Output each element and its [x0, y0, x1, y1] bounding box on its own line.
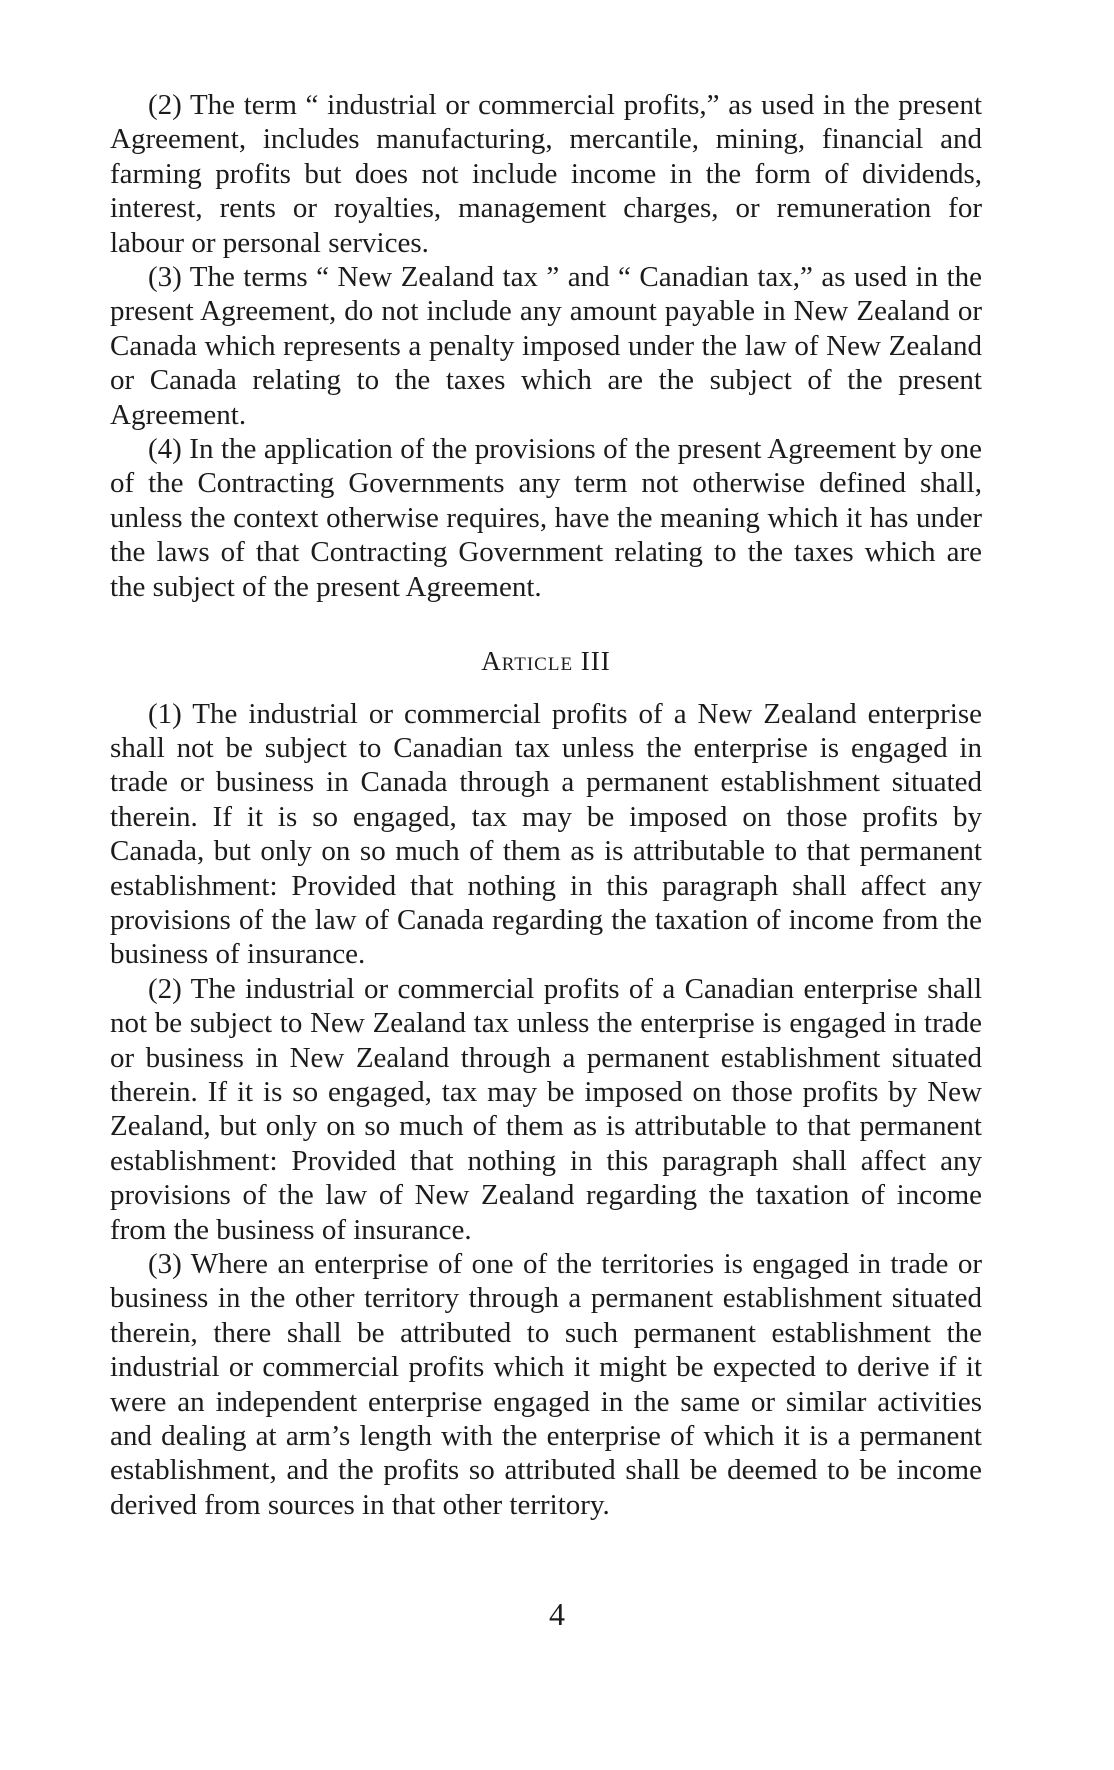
- paragraph-tax-terms: (3) The terms “ New Zealand tax ” and “ Canadian tax,” as used in the present Agreement, do not include any amount payable in New Zealand or Canada which represents a penalty imposed under the law of New Zealand or Canada relating to the taxes which are the subject of the present Agreement.: [110, 261, 982, 431]
- page-number: 4: [549, 1596, 565, 1632]
- article-paragraph-1: (1) The industrial or commercial profits of a New Zealand enterprise shall not be subject to Canadian tax unless the enterprise is engaged in trade or business in Canada through a permanent establishment situated therein. If it is so engaged, tax may be imposed on those profits by Canada, but only on so much of them as is attributable to that permanent establishment: Provided that nothing in this paragraph shall affect any provisions of the law of Canada regarding the taxation of income from the business of insurance.: [110, 697, 982, 971]
- paragraph-term-definition: (2) The term “ industrial or commercial profits,” as used in the present Agreement, includes manufacturing, mercantile, mining, financial and farming profits but does not include income in the form of dividends, interest, rents or royalties, management charges, or remuneration for labour or personal services.: [110, 89, 982, 259]
- article-heading: Article III: [481, 646, 611, 677]
- paragraph-application: (4) In the application of the provisions of the present Agreement by one of the Contracting Governments any term not otherwise defined shall, unless the context otherwise requires, have the meaning which it has under the laws of that Contracting Government relating to the taxes which are the subject of the present Agreement.: [110, 433, 982, 603]
- document-page: [110, 88, 982, 1522]
- article-paragraph-3: (3) Where an enterprise of one of the territories is engaged in trade or business in the other territory through a permanent establishment situated therein, there shall be attributed to such permanent establishment the industrial or commercial profits which it might be expected to derive if it were an independent enterprise engaged in the same or similar activities and dealing at arm’s length with the enterprise of which it is a permanent establishment, and the profits so attributed shall be deemed to be income derived from sources in that other territory.: [110, 1248, 982, 1521]
- article-paragraph-2: (2) The industrial or commercial profits of a Canadian enterprise shall not be subject to New Zealand tax unless the enterprise is engaged in trade or business in New Zealand through a permanent establishment situated therein. If it is so engaged, tax may be imposed on those profits by New Zealand, but only on so much of them as is attributable to that permanent establishment: Provided that nothing in this paragraph shall affect any provisions of the law of New Zealand regarding the taxation of income from the business of insurance.: [110, 972, 982, 1246]
